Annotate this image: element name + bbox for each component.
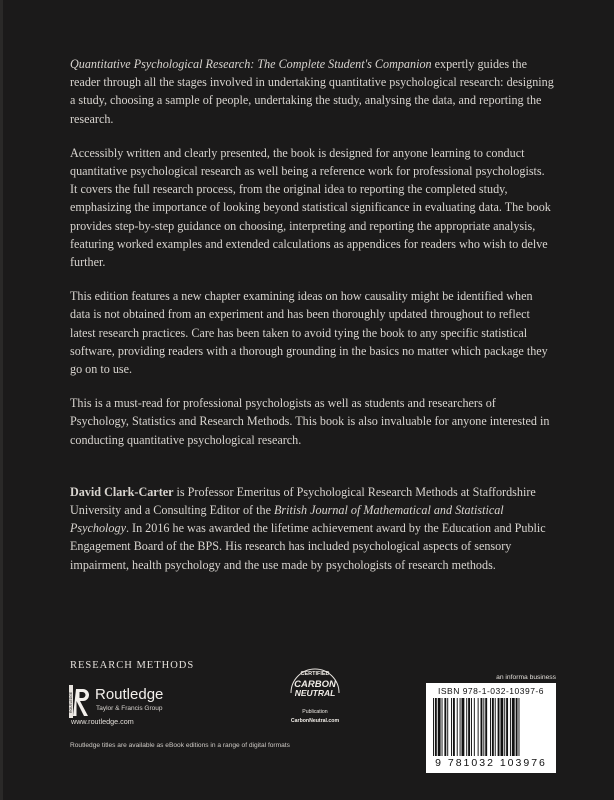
barcode-bars — [431, 698, 551, 756]
barcode-bar — [504, 698, 505, 756]
barcode-bar — [490, 698, 491, 756]
barcode-bar — [447, 698, 448, 756]
carbon-neutral-logo-icon — [285, 663, 345, 739]
blurb-paragraph-2: Accessibly written and clearly presented, the book is designed for anyone learning to conduct quantitative psychological research as well being a reference work for professional psychologists. It covers the full research process, from the original idea to reporting the completed study, emphasizing the importance of looking beyond statistical significance in evaluating data. The book provides step-by-step guidance on choosing, interpreting and reporting the appropriate analysis, featuring worked examples and extended calculations as appendices for readers who wish to delve further. — [70, 145, 551, 270]
blurb-paragraph-4: This is a must-read for professional psychologists as well as students and researchers of Psychology, Statistics and Research Methods. This book is also invaluable for anyone interested in conducting quantitative psychological research. — [70, 396, 550, 447]
publisher-group: Taylor & Francis Group — [96, 705, 163, 712]
carbon-certified: CERTIFIED — [300, 671, 330, 677]
blurb-paragraph-1 — [70, 55, 554, 128]
barcode-bar — [457, 698, 458, 756]
barcode-bar — [498, 698, 500, 756]
author-bio-text-1: is Professor Emeritus of Psychological Research Methods at Staffordshire University and a Consulting Editor of the — [70, 484, 536, 518]
barcode-bar — [462, 698, 465, 756]
carbon-word: CARBON — [294, 679, 336, 690]
barcode-bar — [506, 698, 508, 756]
barcode-bar — [468, 698, 470, 756]
barcode-bar — [510, 698, 511, 756]
publisher-logo — [69, 683, 219, 729]
isbn-barcode — [426, 683, 556, 773]
journal-name: British Journal of Mathematical and Statistical Psychology — [70, 503, 504, 536]
blurb-paragraph-3: This edition features a new chapter examining ideas on how causality might be identified when data is not obtained from an experiment and has been thoroughly updated throughout to reflect latest research practices. Care has been taken to avoid tying the book to any specific statistical software, providing readers with a thorough grounding in the basics no matter which package they go on to use. — [70, 289, 548, 377]
blurb — [70, 55, 554, 590]
barcode-bar — [433, 698, 434, 756]
blurb-paragraph-1-text: expertly guides the reader through all the stages involved in undertaking quantitative psychological research: designing a study, choosing a sample of people, undertaking the study, analysing the data, and reporting the research. — [70, 57, 554, 126]
barcode-bar — [442, 698, 443, 756]
barcode-bar — [495, 698, 496, 756]
author-name: David Clark-Carter — [70, 484, 174, 499]
carbon-neutral: NEUTRAL — [294, 688, 336, 698]
barcode-bar — [492, 698, 494, 756]
barcode-bar — [512, 698, 515, 756]
barcode-bar — [500, 698, 503, 756]
barcode-bar — [451, 698, 452, 756]
barcode-bar — [438, 698, 441, 756]
author-bio-text-2: . In 2016 he was awarded the lifetime achievement award by the Education and Public Engagement Board of the BPS. His research has included psychological aspects of sensory impairment, health psychology and the use made by psychologists of research methods. — [70, 521, 546, 572]
carbon-publication: Publication — [302, 709, 328, 715]
barcode-bar — [444, 698, 446, 756]
book-title: Quantitative Psychological Research: The Complete Student's Companion — [70, 57, 432, 71]
barcode-bar — [435, 698, 437, 756]
barcode-bar — [453, 698, 455, 756]
barcode-bar — [466, 698, 467, 756]
publisher-url[interactable]: www.routledge.com — [71, 717, 134, 726]
spine-edge — [0, 0, 3, 800]
isbn-text: ISBN 978-1-032-10397-6 — [438, 686, 544, 696]
barcode-bar — [485, 698, 487, 756]
barcode-bar — [516, 698, 518, 756]
informa-label: an informa business — [496, 674, 556, 681]
barcode-bar — [481, 698, 483, 756]
barcode-bar — [460, 698, 461, 756]
author-bio — [70, 483, 554, 574]
ebook-footnote: Routledge titles are available as eBook editions in a range of digital formats — [70, 742, 290, 749]
barcode-bar — [483, 698, 484, 756]
barcode-number: 9 781032 103976 — [435, 757, 547, 769]
logo-side-text: ROUTLEDGE — [69, 691, 73, 713]
barcode-bar — [474, 698, 475, 756]
carbon-url: CarbonNeutral.com — [290, 718, 340, 724]
barcode-bar — [478, 698, 479, 756]
series-label: RESEARCH METHODS — [70, 660, 195, 671]
barcode-bar — [471, 698, 472, 756]
publisher-name: Routledge — [95, 686, 164, 703]
barcode-bar — [519, 698, 520, 756]
